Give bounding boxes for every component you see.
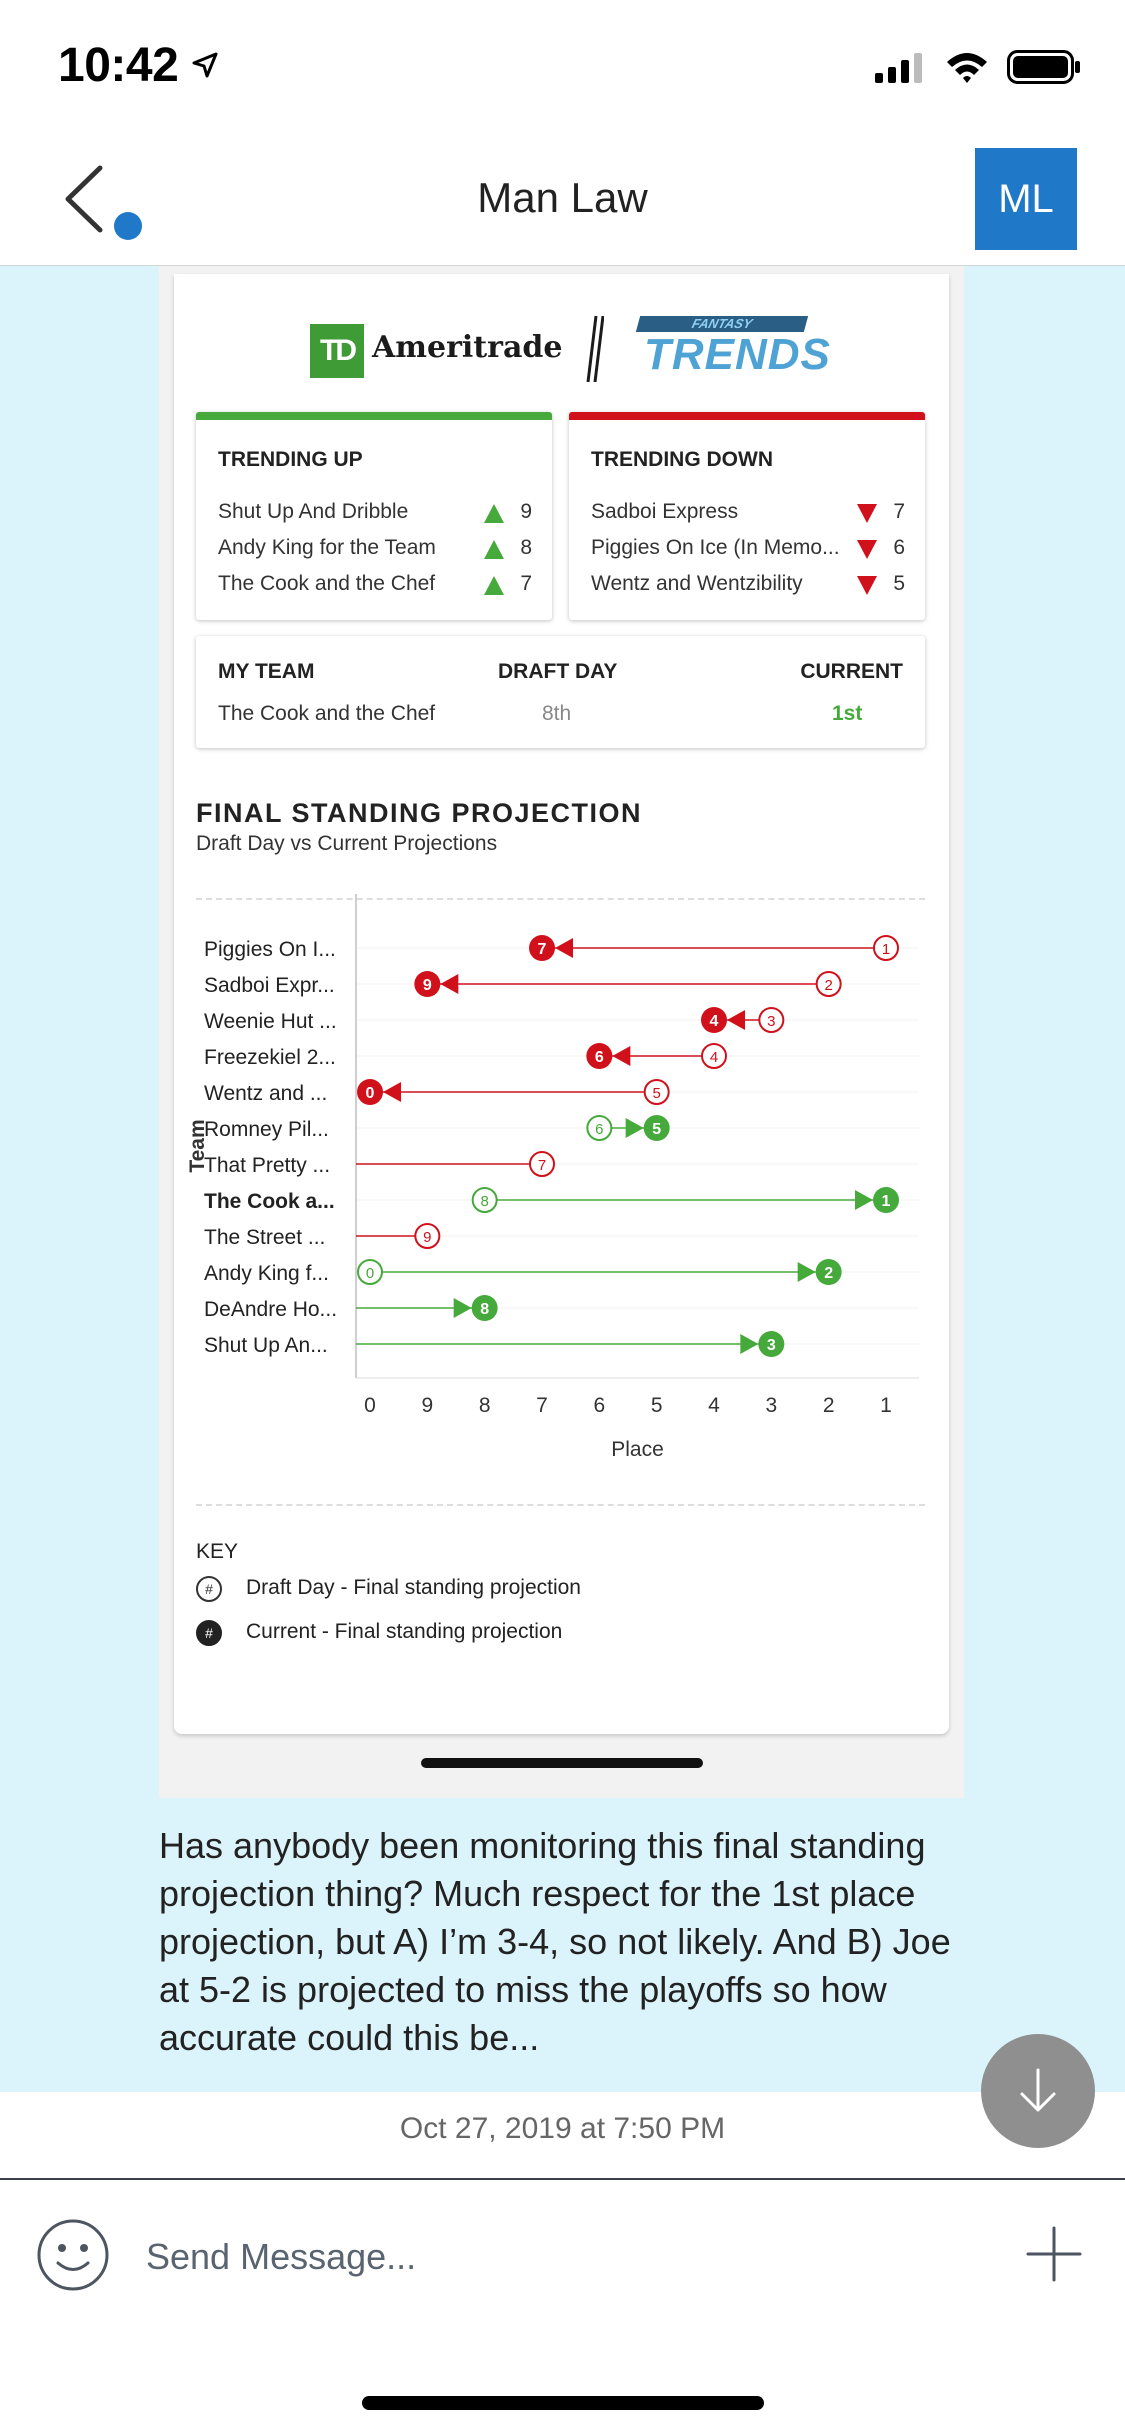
fantasy-trends-card bbox=[174, 274, 949, 1734]
x-axis-label: Place bbox=[611, 1438, 664, 1461]
battery-icon bbox=[1007, 50, 1081, 84]
team-label: Wentz and ... bbox=[204, 1082, 328, 1105]
smiley-icon bbox=[36, 2218, 110, 2292]
divider bbox=[196, 1504, 925, 1506]
sponsor-logos bbox=[174, 314, 949, 394]
trends-label: TRENDS bbox=[644, 330, 831, 379]
arrow-up-icon bbox=[484, 504, 504, 523]
filled-marker-icon: # bbox=[196, 1620, 222, 1646]
home-indicator[interactable] bbox=[362, 2396, 764, 2410]
trending-down-box bbox=[569, 412, 925, 620]
plus-icon bbox=[1024, 2224, 1084, 2284]
list-item bbox=[218, 536, 532, 566]
current-marker-label: 8 bbox=[480, 1301, 490, 1318]
trend-value: 5 bbox=[893, 572, 905, 595]
trend-value: 7 bbox=[520, 572, 532, 595]
fantasy-label: FANTASY bbox=[636, 316, 808, 332]
location-arrow-icon bbox=[190, 50, 220, 80]
arrow-down-icon bbox=[857, 504, 877, 523]
x-tick-label: 3 bbox=[765, 1394, 778, 1417]
team-label: Shut Up An... bbox=[204, 1334, 328, 1357]
team-name: Wentz and Wentzibility bbox=[591, 572, 803, 595]
image-home-indicator bbox=[421, 1758, 703, 1768]
conversation-header bbox=[0, 140, 1125, 266]
td-logo: TD bbox=[310, 324, 364, 378]
logo-divider bbox=[586, 314, 604, 384]
x-tick-label: 7 bbox=[536, 1394, 548, 1417]
team-label: The Cook a... bbox=[204, 1190, 335, 1213]
emoji-button[interactable] bbox=[36, 2218, 110, 2292]
team-label: Freezekiel 2... bbox=[204, 1046, 336, 1069]
projection-subtitle: Draft Day vs Current Projections bbox=[196, 832, 498, 855]
team-label: Andy King f... bbox=[204, 1262, 329, 1285]
current-header: CURRENT bbox=[800, 660, 903, 683]
direction-arrow bbox=[855, 1190, 873, 1210]
avatar[interactable]: ML bbox=[975, 148, 1077, 250]
x-tick-label: 8 bbox=[478, 1394, 491, 1417]
team-label: That Pretty ... bbox=[204, 1154, 331, 1177]
draft-day-marker-label: 9 bbox=[423, 1229, 432, 1246]
team-label: DeAndre Ho... bbox=[204, 1298, 338, 1321]
x-tick-label: 9 bbox=[421, 1394, 434, 1417]
draft-day-marker-label: 4 bbox=[709, 1049, 719, 1066]
draft-day-marker-label: 7 bbox=[537, 1157, 547, 1174]
key-label: Draft Day - Final standing projection bbox=[246, 1576, 581, 1599]
draft-day-marker-label: 5 bbox=[652, 1085, 661, 1102]
chat-area bbox=[0, 266, 1125, 2092]
list-item bbox=[218, 500, 532, 530]
y-axis-label: Team bbox=[186, 1119, 209, 1173]
status-time: 10:42 bbox=[58, 39, 179, 92]
draft-day-marker-label: 2 bbox=[824, 977, 833, 994]
team-name: Piggies On Ice (In Memo... bbox=[591, 536, 840, 559]
trend-value: 8 bbox=[520, 536, 532, 559]
direction-arrow bbox=[626, 1118, 644, 1138]
draft-day-header: DRAFT DAY bbox=[498, 660, 618, 683]
x-tick-label: 5 bbox=[650, 1394, 663, 1417]
message-timestamp: Oct 27, 2019 at 7:50 PM bbox=[399, 2112, 726, 2145]
direction-arrow bbox=[383, 1082, 401, 1102]
team-name: The Cook and the Chef bbox=[218, 572, 436, 595]
status-bar bbox=[0, 0, 1125, 140]
conversation-title: Man Law bbox=[477, 174, 648, 221]
current-marker-label: 1 bbox=[881, 1193, 891, 1210]
image-attachment[interactable] bbox=[159, 266, 964, 1798]
team-name: Sadboi Express bbox=[591, 500, 739, 523]
draft-day-value: 8th bbox=[542, 702, 572, 725]
add-attachment-button[interactable] bbox=[1024, 2224, 1084, 2284]
x-tick-label: 6 bbox=[593, 1394, 606, 1417]
projection-chart bbox=[174, 894, 949, 1494]
draft-day-marker-label: 6 bbox=[595, 1121, 604, 1138]
arrow-up-icon bbox=[484, 576, 504, 595]
current-marker-label: 2 bbox=[824, 1265, 834, 1282]
my-team-name: The Cook and the Chef bbox=[218, 702, 436, 725]
direction-arrow bbox=[454, 1298, 472, 1318]
trend-value: 7 bbox=[893, 500, 905, 523]
my-team-box bbox=[196, 636, 925, 748]
x-tick-label: 0 bbox=[364, 1394, 376, 1417]
arrow-down-icon bbox=[857, 540, 877, 559]
team-label: Piggies On I... bbox=[204, 938, 336, 961]
current-marker-label: 6 bbox=[594, 1049, 604, 1066]
team-label: Weenie Hut ... bbox=[204, 1010, 337, 1033]
list-item bbox=[218, 572, 532, 602]
message-input[interactable] bbox=[146, 2232, 966, 2282]
team-label: Sadboi Expr... bbox=[204, 974, 335, 997]
direction-arrow bbox=[612, 1046, 630, 1066]
trending-down-title: TRENDING DOWN bbox=[591, 448, 773, 471]
arrow-down-icon bbox=[857, 576, 877, 595]
current-marker-label: 9 bbox=[422, 977, 432, 994]
draft-day-marker-label: 8 bbox=[480, 1193, 489, 1210]
team-name: Andy King for the Team bbox=[218, 536, 436, 559]
draft-day-marker-label: 1 bbox=[881, 941, 891, 958]
trending-up-title: TRENDING UP bbox=[218, 448, 363, 471]
cellular-signal-icon bbox=[875, 51, 927, 83]
my-team-header: MY TEAM bbox=[218, 660, 315, 683]
hollow-marker-icon: # bbox=[196, 1576, 222, 1602]
draft-day-marker-label: 0 bbox=[365, 1265, 375, 1282]
current-marker-label: 7 bbox=[537, 941, 547, 958]
direction-arrow bbox=[740, 1334, 758, 1354]
current-value: 1st bbox=[832, 702, 863, 725]
projection-title: FINAL STANDING PROJECTION bbox=[196, 798, 643, 828]
current-marker-label: 4 bbox=[709, 1013, 719, 1030]
current-marker-label: 0 bbox=[365, 1085, 375, 1102]
key-title: KEY bbox=[196, 1540, 239, 1563]
x-tick-label: 1 bbox=[880, 1394, 892, 1417]
list-item bbox=[591, 572, 905, 602]
trend-value: 6 bbox=[893, 536, 905, 559]
direction-arrow bbox=[798, 1262, 816, 1282]
team-label: The Street ... bbox=[204, 1226, 326, 1249]
trending-up-box bbox=[196, 412, 552, 620]
direction-arrow bbox=[727, 1010, 745, 1030]
x-tick-label: 4 bbox=[708, 1394, 720, 1417]
composer-divider bbox=[0, 2178, 1125, 2180]
ameritrade-logo: Ameritrade bbox=[372, 330, 563, 365]
direction-arrow bbox=[555, 938, 573, 958]
team-name: Shut Up And Dribble bbox=[218, 500, 409, 523]
team-label: Romney Pil... bbox=[204, 1118, 329, 1141]
message-text[interactable]: Has anybody been monitoring this final standing projection thing? Much respect for the 1st place projection, but A) I’m 3-4, so not likely. And B) Joe at 5-2 is projected to miss the playoffs so how accurate could this be... bbox=[159, 1825, 951, 2058]
list-item bbox=[591, 500, 905, 530]
wifi-icon bbox=[945, 50, 989, 84]
x-tick-label: 2 bbox=[822, 1394, 835, 1417]
fantasy-trends-logo bbox=[638, 316, 831, 382]
direction-arrow bbox=[440, 974, 458, 994]
trend-value: 9 bbox=[520, 500, 532, 523]
list-item bbox=[591, 536, 905, 566]
key-label: Current - Final standing projection bbox=[246, 1620, 563, 1643]
draft-day-marker-label: 3 bbox=[767, 1013, 776, 1030]
current-marker-label: 5 bbox=[652, 1121, 662, 1138]
arrow-down-icon bbox=[1016, 2066, 1060, 2116]
arrow-up-icon bbox=[484, 540, 504, 559]
current-marker-label: 3 bbox=[766, 1337, 776, 1354]
